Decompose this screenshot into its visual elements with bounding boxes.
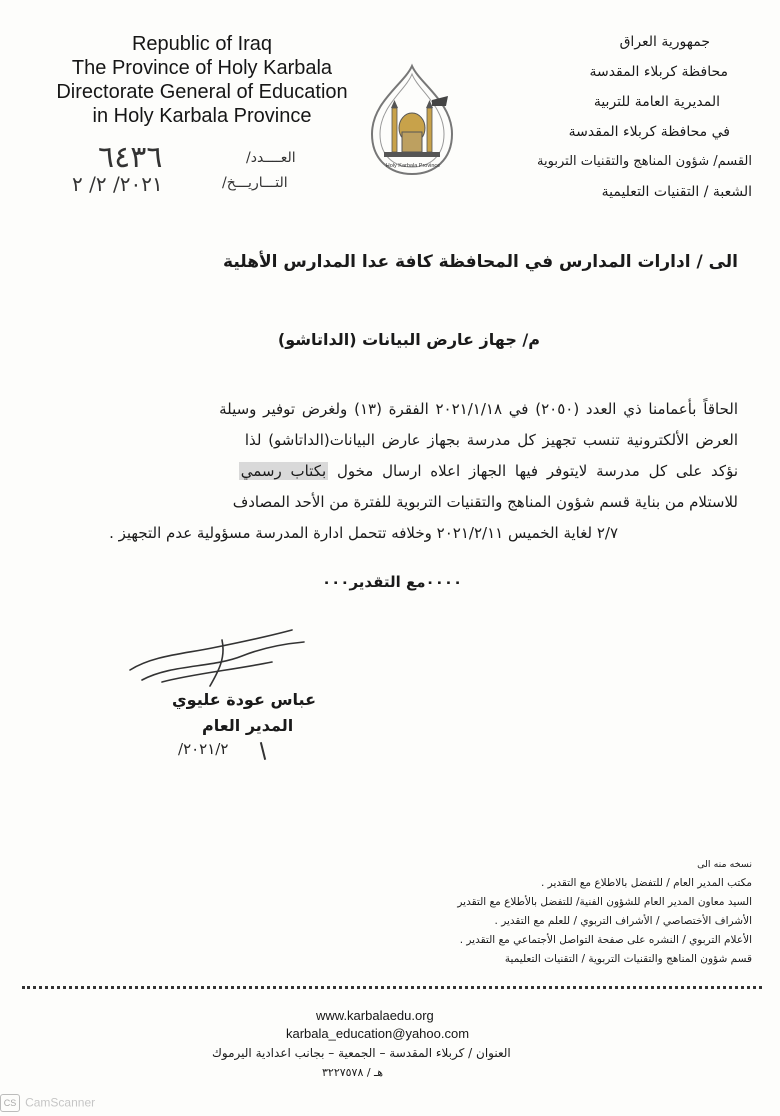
footer-phone: هـ / ٣٢٢٧٥٧٨ (322, 1066, 384, 1079)
footer-website: www.karbalaedu.org (316, 1008, 434, 1023)
header-ar-line4: في محافظة كربلاء المقدسة (568, 124, 730, 140)
header-ar-line6: الشعبة / التقنيات التعليمية (601, 184, 752, 200)
cc-item-3: الأشراف الأختصاصي / الأشراف التربوي / للعلم مع التقدير . (494, 915, 752, 927)
header-ar-line3: المديرية العامة للتربية (593, 94, 720, 110)
header-en-line4: in Holy Karbala Province (92, 105, 312, 127)
body-line-3-text: نؤكد على كل مدرسة لايتوفر فيها الجهاز اعلاه ارسال مخول (328, 462, 738, 480)
signature-scribble (122, 622, 312, 694)
footer-address: العنوان / كربلاء المقدسة – الجمعية – بجانب اعدادية اليرموك (212, 1046, 511, 1060)
scanner-watermark (0, 1092, 160, 1112)
body-line-1: الحاقاً بأعمامنا ذي العدد (٢٠٥٠) في ٢٠٢١/١/١٨ الفقرة (١٣) ولغرض توفير وسيلة (219, 400, 738, 418)
body-line-5: ٢/٧ لغاية الخميس ٢٠٢١/٢/١١ وخلافه تتحمل ادارة المدرسة مسؤولية عدم التجهيز . (109, 524, 618, 542)
cc-item-2: السيد معاون المدير العام للشؤون الفنية/ للتفضل بالأطلاع مع التقدير (457, 896, 752, 908)
body-highlight: بكتاب رسمي (240, 462, 327, 480)
cc-item-5: قسم شؤون المناهج والتقنيات التربوية / التقنيات التعليمية (504, 953, 752, 965)
closing: ٠٠٠٠مع التقدير٠٠٠ (322, 573, 463, 591)
scanner-badge-icon: CS (0, 1094, 20, 1112)
subject: م/ جهاز عارض البيانات (الداتاشو) (277, 330, 540, 349)
body-text (68, 400, 738, 560)
signatory-title: المدير العام (202, 716, 294, 735)
header-en-line1: Republic of Iraq (131, 33, 273, 55)
header-en-line3: Directorate General of Education (56, 81, 348, 103)
addressee: الى / ادارات المدارس في المحافظة كافة عدا المدارس الأهلية (223, 252, 738, 272)
scanner-text: CamScanner (25, 1095, 96, 1110)
body-line-4: للاستلام من بناية قسم شؤون المناهج والتقنيات التربوية للفترة من الأحد المصادف (232, 493, 738, 511)
ref-number-label: العــــدد/ (246, 150, 296, 166)
footer-email: karbala_education@yahoo.com (286, 1026, 470, 1041)
header-english (52, 32, 352, 128)
ref-date-value: ٢٠٢١/ ٢/ ٢ (72, 172, 163, 196)
body-line-3 (239, 462, 738, 480)
karbala-logo (360, 62, 465, 180)
ref-date-label: التـــاريـــخ/ (222, 175, 288, 191)
ref-number-value: ٦٤٣٦ (98, 140, 163, 175)
header-ar-line2: محافظة كربلاء المقدسة (589, 64, 728, 80)
cc-heading: نسخه منه الى (697, 859, 752, 870)
header-arabic (478, 27, 752, 207)
footer-separator (22, 986, 762, 989)
cc-item-4: الأعلام التربوي / النشره على صفحة التواصل الأجتماعي مع التقدير . (459, 934, 752, 946)
header-ar-line5: القسم/ شؤون المناهج والتقنيات التربوية (537, 154, 752, 169)
cc-block (232, 855, 752, 969)
signature-date-stroke (260, 742, 266, 760)
logo-caption: Holy Karbala Province (385, 163, 441, 169)
header-en-line2: The Province of Holy Karbala (71, 57, 333, 79)
body-line-2: العرض الألكترونية تنسب تجهيز كل مدرسة بجهاز عارض البيانات(الداتاشو) لذا (244, 431, 738, 449)
cc-item-1: مكتب المدير العام / للتفضل بالاطلاع مع التقدير . (540, 877, 752, 889)
signatory-name: عباس عودة عليوي (172, 690, 316, 709)
signature-icon (122, 622, 312, 694)
header-ar-line1: جمهورية العراق (619, 34, 710, 50)
signature-date: ٢٠٢١/٢/ (178, 740, 229, 758)
